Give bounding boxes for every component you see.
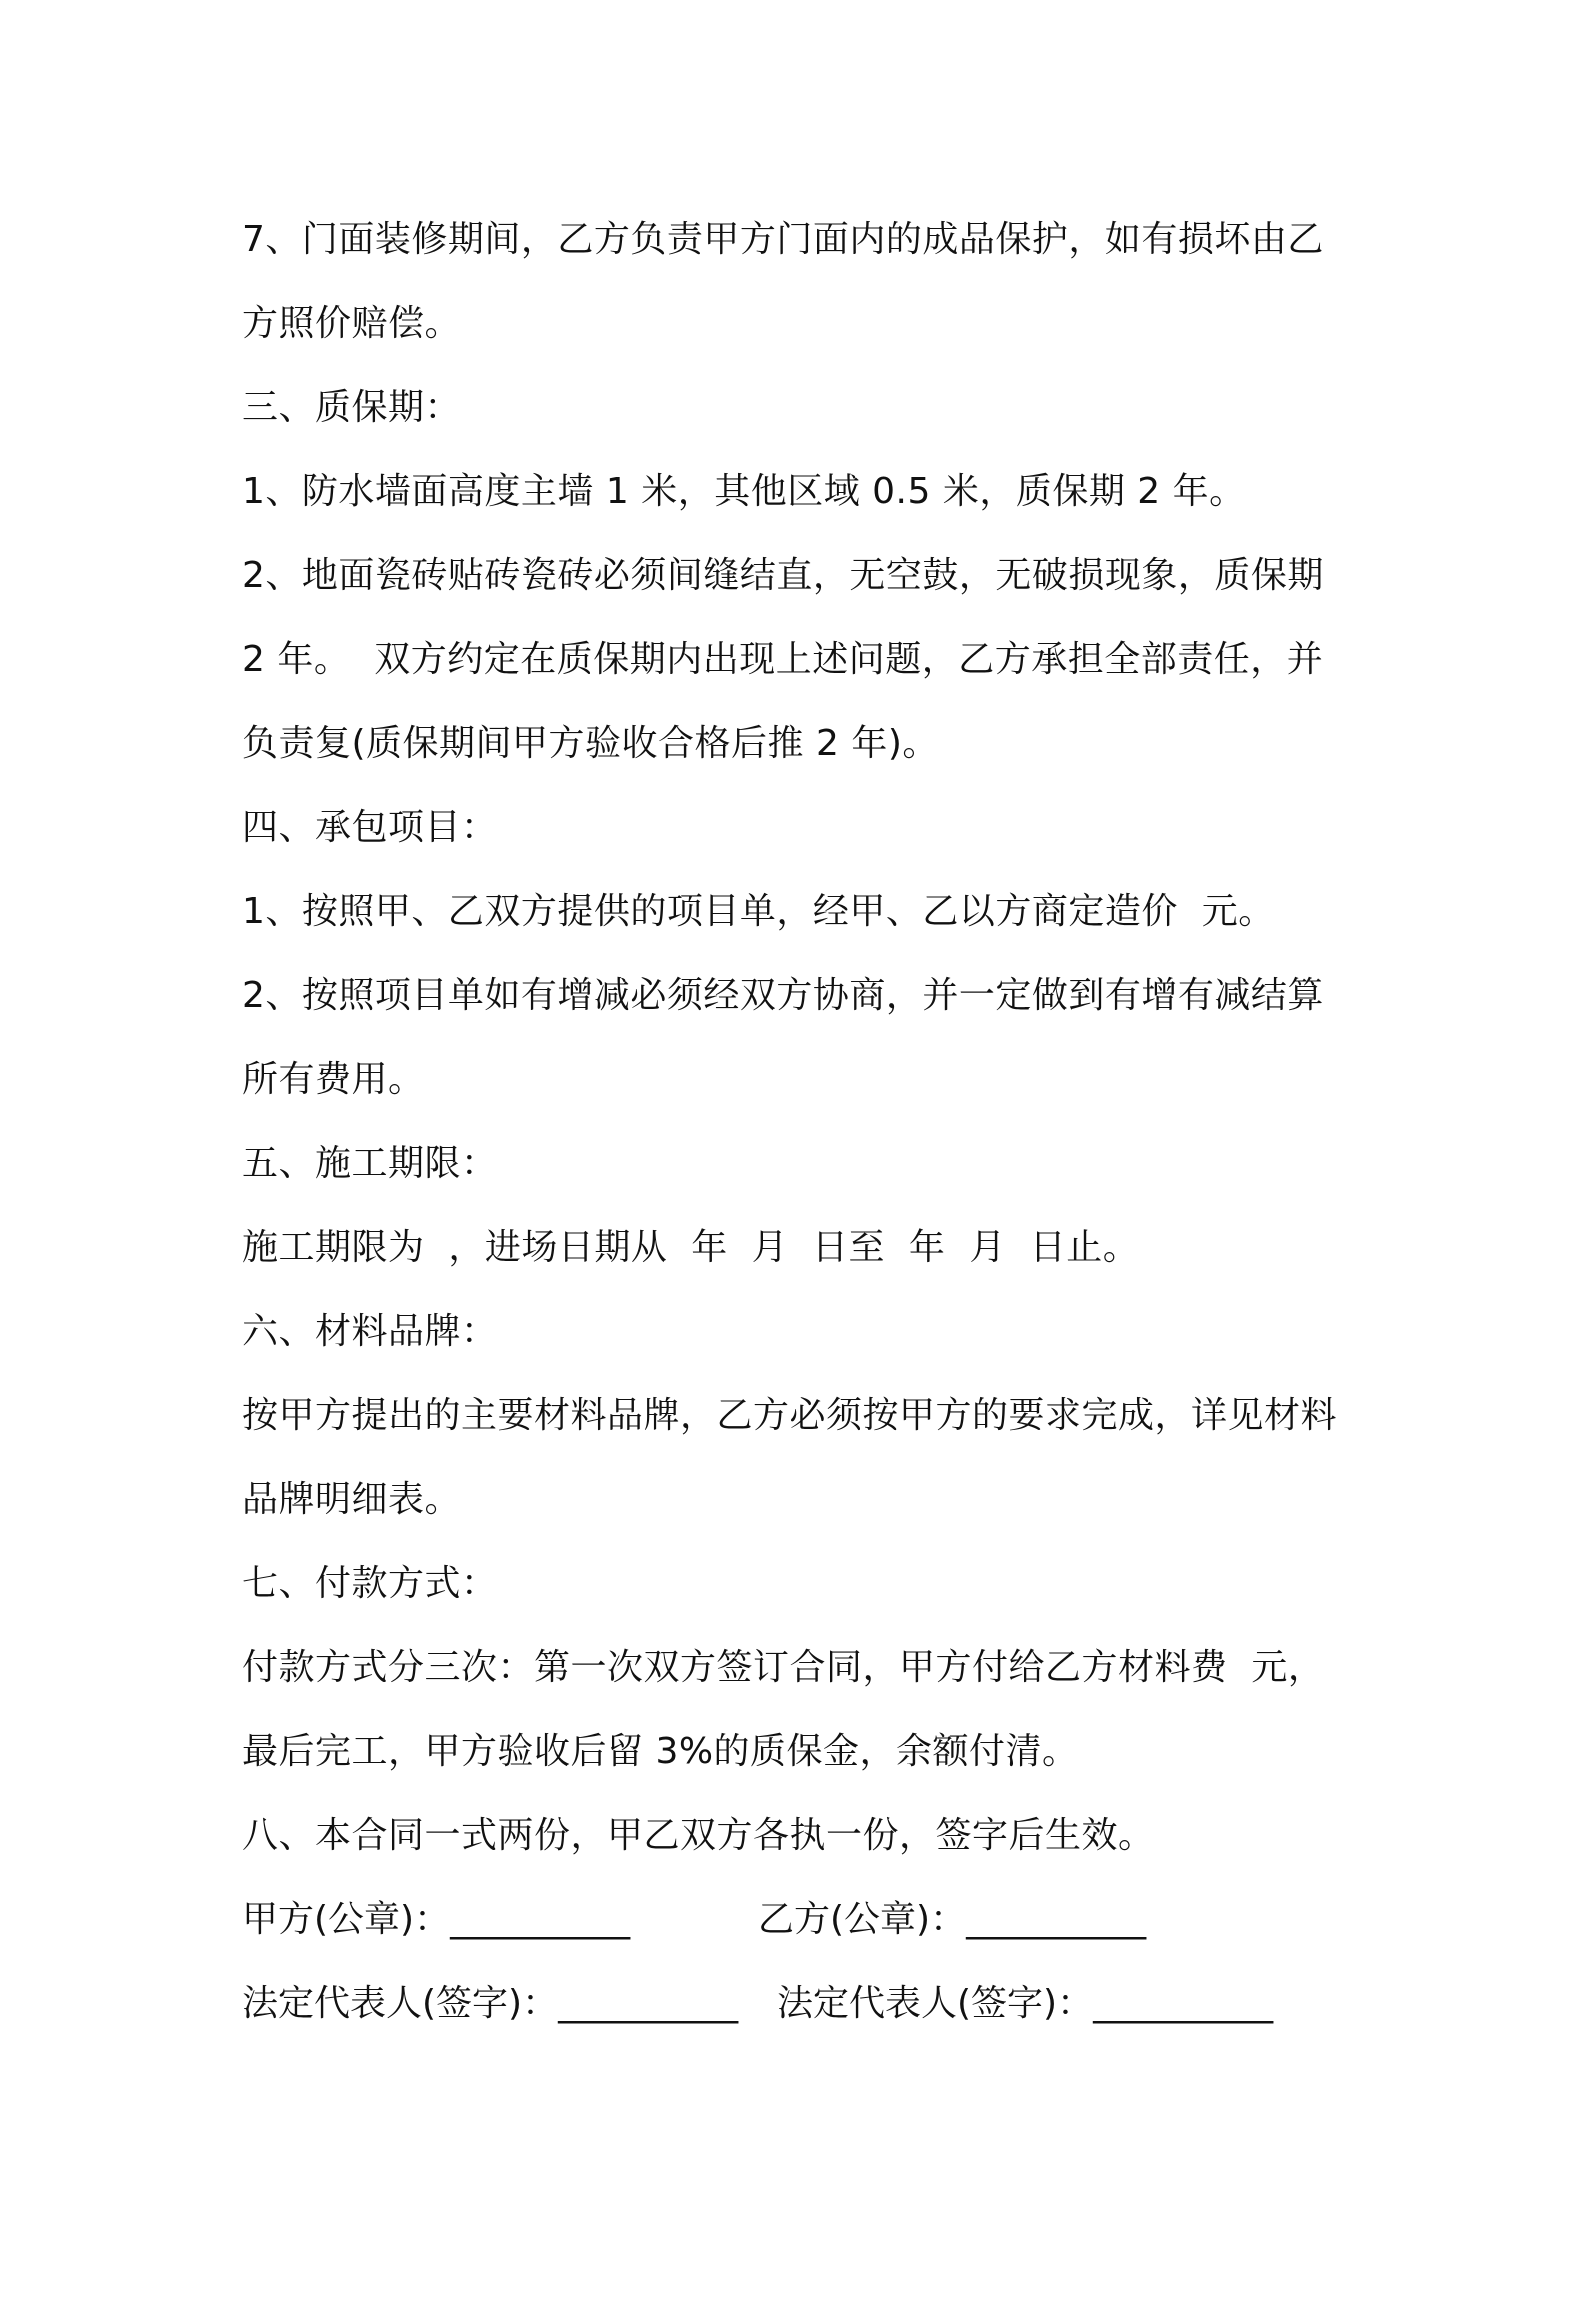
- section-heading-contract-items: 四、承包项目：: [242, 807, 498, 848]
- contract-item-2-line-1: 2、按照项目单如有增减必须经双方协商，并一定做到有增有减结算: [242, 975, 1324, 1016]
- section-eight-copies: 八、本合同一式两份，甲乙双方各执一份，签字后生效。: [242, 1815, 1155, 1856]
- payment-line-1: 付款方式分三次：第一次双方签订合同，甲方付给乙方材料费 元，: [242, 1647, 1325, 1688]
- signature-row-representative: [242, 1962, 1362, 2046]
- party-b-seal-field: 乙方(公章)：__________: [758, 1899, 1147, 1940]
- contract-item-1: 1、按照甲、乙双方提供的项目单，经甲、乙以方商定造价 元。: [242, 891, 1275, 932]
- section-heading-payment: 七、付款方式：: [242, 1563, 498, 1604]
- payment-line-2: 最后完工，甲方验收后留 3%的质保金，余额付清。: [242, 1731, 1079, 1772]
- section-heading-construction-period: 五、施工期限：: [242, 1143, 498, 1184]
- party-b-representative-field: 法定代表人(签字)：__________: [777, 1983, 1274, 2024]
- contract-body: [242, 198, 1362, 2046]
- warranty-item-1: 1、防水墙面高度主墙 1 米，其他区域 0.5 米，质保期 2 年。: [242, 471, 1246, 512]
- clause-7-line-2: 方照价赔偿。: [242, 303, 462, 344]
- contract-item-2-line-2: 所有费用。: [242, 1059, 425, 1100]
- warranty-item-2-line-3: 负责复(质保期间甲方验收合格后推 2 年)。: [242, 723, 939, 764]
- warranty-item-2-line-1: 2、地面瓷砖贴砖瓷砖必须间缝结直，无空鼓，无破损现象，质保期: [242, 555, 1324, 596]
- warranty-item-2-line-2: 2 年。 双方约定在质保期内出现上述问题，乙方承担全部责任，并: [242, 639, 1324, 680]
- construction-period-text: 施工期限为 ，进场日期从 年 月 日至 年 月 日止。: [242, 1227, 1140, 1268]
- material-brands-line-1: 按甲方提出的主要材料品牌，乙方必须按甲方的要求完成，详见材料: [242, 1395, 1338, 1436]
- section-heading-material-brands: 六、材料品牌：: [242, 1311, 498, 1352]
- party-a-seal-field: 甲方(公章)：__________: [242, 1899, 631, 1940]
- clause-7-line-1: 7、门面装修期间，乙方负责甲方门面内的成品保护，如有损坏由乙: [242, 219, 1324, 260]
- party-a-representative-field: 法定代表人(签字)：__________: [242, 1983, 739, 2024]
- section-heading-warranty: 三、质保期：: [242, 387, 462, 428]
- material-brands-line-2: 品牌明细表。: [242, 1479, 462, 1520]
- signature-row-seal: [242, 1878, 1362, 1962]
